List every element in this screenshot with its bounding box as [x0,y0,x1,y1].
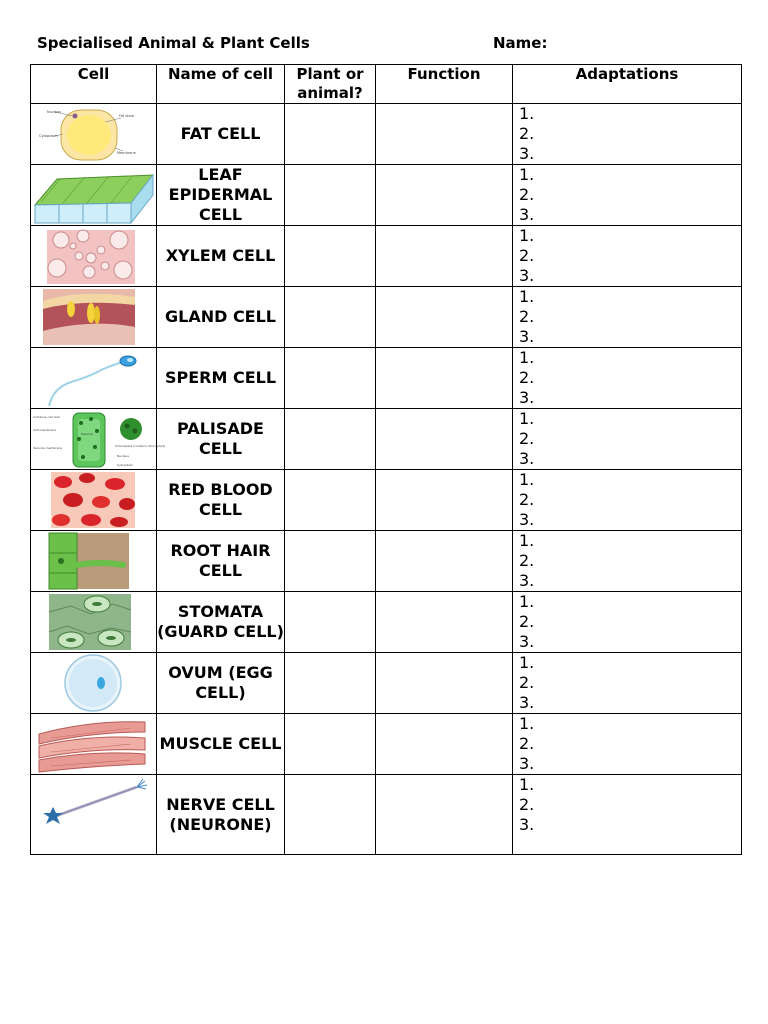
adaptation-2: 2. [519,185,535,204]
col-name-header: Name of cell [157,65,285,104]
col-adaptations-header: Adaptations [513,65,742,104]
col-plant-animal-header: Plant or animal? [285,65,376,104]
col-function-header: Function [376,65,513,104]
adaptation-1: 1. [519,348,535,367]
adaptation-2: 2. [519,551,535,570]
plant-animal-answer[interactable] [285,531,376,592]
adaptation-2: 2. [519,368,535,387]
adaptation-2: 2. [519,429,535,448]
palisade-label-cytoplasm: Cytoplasm [117,463,133,467]
adaptation-2: 2. [519,490,535,509]
adaptation-3: 3. [519,388,535,407]
function-answer[interactable] [376,165,513,226]
adaptation-3: 3. [519,266,535,285]
plant-animal-answer[interactable] [285,226,376,287]
adaptation-3: 3. [519,449,535,468]
adaptation-3: 3. [519,754,535,773]
adaptation-1: 1. [519,775,535,794]
function-answer[interactable] [376,653,513,714]
adaptation-3: 3. [519,632,535,651]
adaptations-answer[interactable] [513,409,742,470]
guard-cell-image [31,592,157,653]
table-row [31,714,742,775]
adaptation-3: 3. [519,205,535,224]
guard-cell-icon [31,592,156,651]
adaptation-1: 1. [519,104,535,123]
table-row [31,409,742,470]
sperm-cell-image [31,348,157,409]
adaptation-1: 1. [519,592,535,611]
adaptation-2: 2. [519,673,535,692]
adaptations-answer[interactable] [513,287,742,348]
sperm-cell-icon [31,348,156,407]
adaptations-answer[interactable] [513,104,742,165]
plant-animal-answer[interactable] [285,409,376,470]
adaptation-3: 3. [519,815,535,834]
cell-name: STOMATA (GUARD CELL) [157,592,285,653]
table-row [31,165,742,226]
cell-name: RED BLOOD CELL [157,470,285,531]
function-answer[interactable] [376,348,513,409]
table-row [31,470,742,531]
fat-cell-label-membrane: Membrane [117,151,136,155]
palisade-label-membrane: Cell membrane [33,428,56,432]
plant-animal-answer[interactable] [285,348,376,409]
palisade-label-vacuole: Vacuole [81,432,93,436]
worksheet-title: Specialised Animal & Plant Cells [37,34,310,52]
fat-cell-label-cytoplasm: Cytoplasm [39,134,58,138]
cells-table [30,64,742,855]
function-answer[interactable] [376,470,513,531]
plant-animal-answer[interactable] [285,775,376,855]
plant-animal-answer[interactable] [285,165,376,226]
adaptation-2: 2. [519,612,535,631]
adaptation-1: 1. [519,470,535,489]
root-hair-cell-icon [31,531,156,590]
cell-name: OVUM (EGG CELL) [157,653,285,714]
function-answer[interactable] [376,287,513,348]
adaptations-answer[interactable] [513,348,742,409]
xylem-cell-image [31,226,157,287]
cell-name: SPERM CELL [157,348,285,409]
adaptations-answer[interactable] [513,714,742,775]
red-blood-cell-image [31,470,157,531]
cell-name: LEAF EPIDERMAL CELL [157,165,285,226]
function-answer[interactable] [376,409,513,470]
cell-name: XYLEM CELL [157,226,285,287]
table-row [31,531,742,592]
function-answer[interactable] [376,104,513,165]
adaptations-answer[interactable] [513,165,742,226]
adaptation-2: 2. [519,124,535,143]
adaptation-1: 1. [519,165,535,184]
adaptations-answer[interactable] [513,470,742,531]
plant-animal-answer[interactable] [285,470,376,531]
nerve-cell-image [31,775,157,855]
red-blood-cell-icon [31,470,156,529]
adaptation-3: 3. [519,510,535,529]
ovum-image [31,653,157,714]
adaptations-answer[interactable] [513,775,742,855]
adaptation-1: 1. [519,409,535,428]
root-hair-cell-image [31,531,157,592]
muscle-cell-image [31,714,157,775]
adaptation-3: 3. [519,144,535,163]
table-row [31,104,742,165]
adaptation-2: 2. [519,734,535,753]
function-answer[interactable] [376,531,513,592]
adaptation-2: 2. [519,795,535,814]
palisade-label-nucleus: Nucleus [117,454,129,458]
function-answer[interactable] [376,226,513,287]
adaptation-1: 1. [519,226,535,245]
gland-cell-image [31,287,157,348]
plant-animal-answer[interactable] [285,592,376,653]
palisade-cell-icon [31,409,166,468]
adaptation-2: 2. [519,246,535,265]
palisade-cell-image [31,409,166,470]
palisade-label-chloroplast: Chloroplast (contains chlorophyll) [115,444,166,448]
cell-name: PALISADE CELL [157,409,285,470]
header-row [31,65,742,104]
leaf-epidermal-cell-image [31,165,157,226]
table-row [31,653,742,714]
cell-name: ROOT HAIR CELL [157,531,285,592]
adaptation-1: 1. [519,653,535,672]
adaptations-answer[interactable] [513,592,742,653]
gland-cell-icon [31,287,156,346]
cell-name: FAT CELL [157,104,285,165]
fat-cell-label-fat-store: Fat store [119,114,135,118]
adaptation-1: 1. [519,531,535,550]
plant-animal-answer[interactable] [285,104,376,165]
cell-name: MUSCLE CELL [157,714,285,775]
plant-animal-answer[interactable] [285,653,376,714]
function-answer[interactable] [376,592,513,653]
xylem-cell-icon [31,226,156,285]
table-row [31,348,742,409]
palisade-label-vacuole-membrane: Vacuole membrane [33,446,63,450]
fat-cell-image [31,104,157,165]
function-answer[interactable] [376,775,513,855]
adaptation-3: 3. [519,327,535,346]
fat-cell-icon [31,104,156,163]
adaptations-answer[interactable] [513,226,742,287]
adaptation-3: 3. [519,571,535,590]
adaptation-3: 3. [519,693,535,712]
adaptation-2: 2. [519,307,535,326]
nerve-cell-icon [31,775,156,854]
ovum-icon [31,653,156,712]
adaptations-answer[interactable] [513,531,742,592]
adaptation-1: 1. [519,714,535,733]
adaptation-1: 1. [519,287,535,306]
fat-cell-label-nucleus: Nucleus [47,110,61,114]
table-row [31,226,742,287]
cell-name: NERVE CELL (NEURONE) [157,775,285,855]
function-answer[interactable] [376,714,513,775]
table-row [31,287,742,348]
table-row [31,775,742,855]
leaf-epidermal-cell-icon [31,165,156,224]
adaptations-answer[interactable] [513,653,742,714]
table-row [31,592,742,653]
col-cell-header: Cell [31,65,157,104]
cell-name: GLAND CELL [157,287,285,348]
name-label: Name: [493,34,548,52]
plant-animal-answer[interactable] [285,714,376,775]
muscle-cell-icon [31,714,156,773]
palisade-label-cell-wall: Cellulose cell wall [33,415,60,419]
plant-animal-answer[interactable] [285,287,376,348]
